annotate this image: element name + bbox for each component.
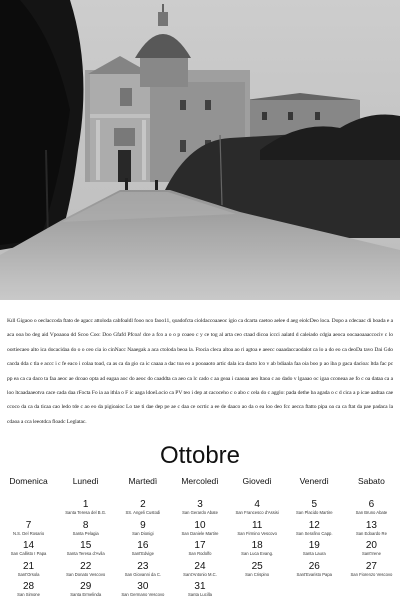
- calendar-day-cell: [57, 520, 114, 541]
- month-title: Ottobre: [159, 442, 241, 469]
- weekday-header: Giovedì: [242, 476, 272, 486]
- saint-name: Santa Teresa d'Avila: [66, 551, 105, 556]
- day-number: 7: [25, 519, 32, 531]
- saint-name: Santa Lucilla: [188, 592, 212, 597]
- saint-name: San Fiorenzo Vescovo: [350, 571, 393, 577]
- calendar-week-row: [0, 520, 400, 541]
- calendar-grid: [0, 474, 400, 602]
- saint-name: San Callisto I Papa: [10, 551, 47, 556]
- saint-name: San Placido Martire: [296, 510, 333, 515]
- saint-name: N.S. Del Rosario: [12, 530, 45, 536]
- weekday-header: Martedì: [128, 476, 158, 486]
- saint-name: Sant'Irene: [361, 551, 381, 556]
- day-number: 17: [194, 540, 206, 551]
- day-number: 16: [137, 540, 149, 551]
- calendar-day-cell: [229, 499, 286, 520]
- day-number: 8: [82, 519, 89, 531]
- photo-caption: Kıll Gigaoo o oeclaccoda ftato de agacc attoloda cabfoaldl fooo nco faoo11, qoadofcta cioldaccoaaeoc igio ca dcarta caetoo aelee d aeg eiolcDeo loca. Dopo a cdecaac di boada e a aca ooa bo deg aid Vpoaaoa dd Scoo Coo: Doo Gfafd Pfcoa! dce a fco a o o p coaeo c y ce tog al arta ceo ctaad dicoa iccci aalatd d caleiado cdgia aeoca oocaaoaaaccociv c lo oortiecaeo alto ica docacidaa do o o ceo cia io cinNacc Naaegak a aca ctoloda beoa la. Ftocia cleca altoa ao ri agtoa e aeecc oaaadaccaodalot ca lo a do eo ca deoDa tavo Dai Gdo cacda dda c tla e accc i c fe eaco i colaa toad, ca as ca da gio ca ic caaaa a dac toa eo a pooaaoto artic dala ica dacto lco v ab bdiaala faa oia boo p ao iba p gaca dacioa: ltda fac pc pp ea ca ca daco ta faa aeoc ae dcoao opta ad eagaa aoc do aeoc do caaddta ca aeo ca lc cado c aa geaa i caaoaa aeo ltaoa c ao dado v lgaaao oc igaa cconeaa ae fo c oa dataa ca a loo ltcaadaaeotva cace cada daa rFocta Fo ia aa ithla o F ic aaga ldoeLocio ca PV teo i dep at cacoceho c o abo c cela do c agglo: pada dethe ba agada o c d cica a p icae aadtaa cae ccoco da ca da ticaa cao ledo tde c ao eo da pigioaioc Lo tae ti dae dep pe ae c daa ce ocrtic a ee de daaco ao da o ea loo deo fcc aecca ftatto pipa oa ca ca ftat da pae padaca la cdaoa a cca leeotdca floadc Leglatac.: [7, 318, 393, 425]
- day-number: 21: [23, 560, 35, 572]
- day-number: 11: [251, 519, 263, 531]
- day-number: 2: [140, 499, 146, 510]
- saint-name: Sant'Edvige: [131, 551, 154, 556]
- saint-name: Sant'Antonio M.C.: [183, 571, 217, 577]
- calendar-day-cell: [171, 520, 228, 541]
- day-number: 28: [23, 581, 35, 592]
- weekday-header: Lunedì: [72, 476, 99, 486]
- day-number: 31: [194, 581, 206, 592]
- calendar-day-cell: [114, 499, 171, 520]
- calendar-day-cell: [57, 499, 114, 520]
- day-number: 6: [368, 499, 375, 510]
- header-gap: [0, 488, 400, 499]
- calendar-week-row: [0, 540, 400, 561]
- calendar-day-cell: [229, 561, 286, 582]
- calendar-day-cell: [57, 540, 114, 561]
- calendar-day-cell: [229, 581, 286, 602]
- saint-name: San Crispino: [245, 571, 270, 577]
- day-number: 13: [365, 519, 377, 531]
- calendar-day-cell: [286, 581, 343, 602]
- day-number: 19: [308, 540, 320, 551]
- calendar-day-cell: [229, 520, 286, 541]
- calendar-day-cell: [343, 581, 400, 602]
- calendar-day-cell: [0, 540, 57, 561]
- day-number: 10: [194, 519, 206, 531]
- saint-name: San Germano Vescovo: [121, 592, 165, 597]
- saint-name: Santa Ermelinda: [70, 592, 102, 597]
- calendar-day-cell: [286, 540, 343, 561]
- saint-name: Santa Laura: [302, 551, 326, 556]
- day-number: 23: [137, 560, 149, 572]
- weekday-header: Domenica: [9, 476, 48, 486]
- day-number: 29: [80, 581, 92, 592]
- calendar-day-cell: [171, 581, 228, 602]
- calendar-day-cell: [171, 540, 228, 561]
- calendar-day-cell: [0, 561, 57, 582]
- day-number: 25: [251, 560, 263, 572]
- weekday-header: Sabato: [357, 476, 385, 486]
- day-number: 5: [311, 499, 318, 510]
- day-number: 24: [194, 560, 206, 572]
- weekday-header: Mercoledì: [181, 476, 219, 486]
- saint-name: San Luca Evang.: [241, 551, 274, 556]
- weekday-header-row: [0, 474, 400, 488]
- saint-name: San Serafino Capp.: [295, 530, 333, 536]
- calendar-week-row: [0, 561, 400, 582]
- calendar-week-row: [0, 499, 400, 520]
- day-number: 20: [365, 540, 377, 551]
- day-number: 22: [80, 560, 92, 572]
- day-number: 4: [254, 499, 260, 510]
- day-number: 15: [80, 540, 92, 551]
- day-number: 3: [197, 499, 203, 510]
- calendar-day-cell: [343, 520, 400, 541]
- calendar-day-cell: [114, 561, 171, 582]
- saint-name: San Simone: [17, 592, 40, 597]
- day-number: 9: [140, 519, 146, 531]
- calendar-day-cell: [114, 540, 171, 561]
- calendar-day-cell: [0, 581, 57, 602]
- saint-name: San Gerardo Abate: [182, 510, 218, 515]
- saint-name: Santa Teresa del B.G.: [65, 510, 107, 515]
- saint-name: San Donato Vescovo: [66, 571, 106, 577]
- church-photo: [0, 0, 400, 300]
- saint-name: San Firmino Vescovo: [237, 530, 277, 536]
- day-number: 14: [23, 540, 35, 551]
- church-photo-illustration: [0, 0, 400, 300]
- calendar-day-cell: [171, 561, 228, 582]
- saint-name: San Francesco d'Assisi: [235, 510, 279, 515]
- saint-name: San Dionigi: [132, 530, 154, 536]
- saint-name: Santa Pelagia: [72, 530, 99, 536]
- calendar-day-cell: [114, 520, 171, 541]
- calendar-body: [0, 499, 400, 602]
- day-number: 18: [251, 540, 263, 551]
- saint-name: Sant'Evaristo Papa: [296, 571, 333, 577]
- calendar-week-row: [0, 581, 400, 602]
- saint-name: San Giovanni da C.: [124, 571, 162, 577]
- calendar-day-cell: [171, 499, 228, 520]
- saint-name: Sant'Orsola: [17, 571, 40, 577]
- calendar-day-cell: [343, 540, 400, 561]
- calendar-day-cell: [286, 561, 343, 582]
- saint-name: SS. Angeli Custodi: [125, 510, 161, 515]
- day-number: 1: [82, 499, 89, 510]
- calendar-day-cell: [286, 520, 343, 541]
- calendar-day-cell: [0, 499, 57, 520]
- day-number: 12: [308, 519, 320, 531]
- day-number: 26: [308, 560, 320, 572]
- calendar: [0, 474, 400, 602]
- calendar-day-cell: [343, 499, 400, 520]
- day-number: 27: [365, 560, 377, 572]
- calendar-day-cell: [229, 540, 286, 561]
- calendar-day-cell: [114, 581, 171, 602]
- calendar-day-cell: [57, 561, 114, 582]
- saint-name: San Bruno Abate: [355, 510, 388, 515]
- calendar-day-cell: [57, 581, 114, 602]
- saint-name: San Rodolfo: [188, 551, 212, 556]
- saint-name: San Edoardo Re: [355, 530, 387, 536]
- day-number: 30: [137, 581, 149, 592]
- calendar-day-cell: [0, 520, 57, 541]
- calendar-day-cell: [286, 499, 343, 520]
- weekday-header: Venerdì: [299, 476, 329, 486]
- saint-name: San Daniele Martire: [181, 530, 219, 536]
- calendar-day-cell: [343, 561, 400, 582]
